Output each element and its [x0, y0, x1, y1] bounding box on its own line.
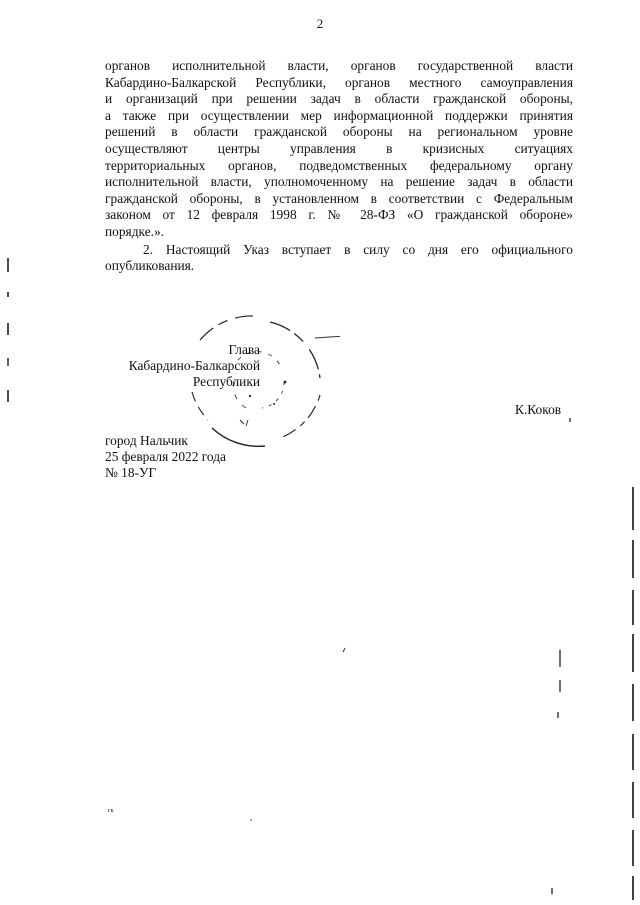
executor-initials: гк [108, 808, 114, 814]
text-line: 2. Настоящий Указ вступает в силу со дня его официального [143, 241, 573, 257]
text-line: законом от 12 февраля 1998 г. № 28-ФЗ «О гражданской обороне» [105, 207, 573, 223]
signer-title-line: Кабардино-Балкарской [128, 358, 260, 373]
issue-date: 25 февраля 2022 года [105, 449, 226, 464]
text-line: опубликования. [105, 258, 195, 274]
text-line: решений в области гражданской обороны на региональном уровне [105, 124, 573, 140]
text-line: исполнительной власти, уполномоченному на решение задач в области [105, 174, 573, 190]
text-line: органов исполнительной власти, органов государственной власти [105, 58, 573, 73]
text-line: а также при осуществлении мер информационной поддержки принятия [105, 107, 573, 123]
text-line: порядке.». [105, 223, 165, 239]
text-line: и организаций при решении задач в области гражданской обороны, [105, 91, 573, 107]
issue-city: город Нальчик [105, 433, 188, 448]
text-line: гражданской обороны, в установленном в соответствии с Федеральным [105, 190, 573, 206]
page-number: 2 [316, 16, 324, 31]
signer-title-line: Глава [228, 342, 260, 357]
text-line: территориальных органов, подведомственных федеральному органу [105, 157, 573, 173]
signer-title-line: Республики [192, 374, 260, 389]
document-number: № 18-УГ [105, 465, 157, 480]
text-line: Кабардино-Балкарской Республики, органов местного самоуправления [105, 74, 573, 90]
signer-name: К.Коков [515, 402, 562, 417]
text-line: осуществляют центры управления в кризисных ситуациях [105, 140, 573, 156]
